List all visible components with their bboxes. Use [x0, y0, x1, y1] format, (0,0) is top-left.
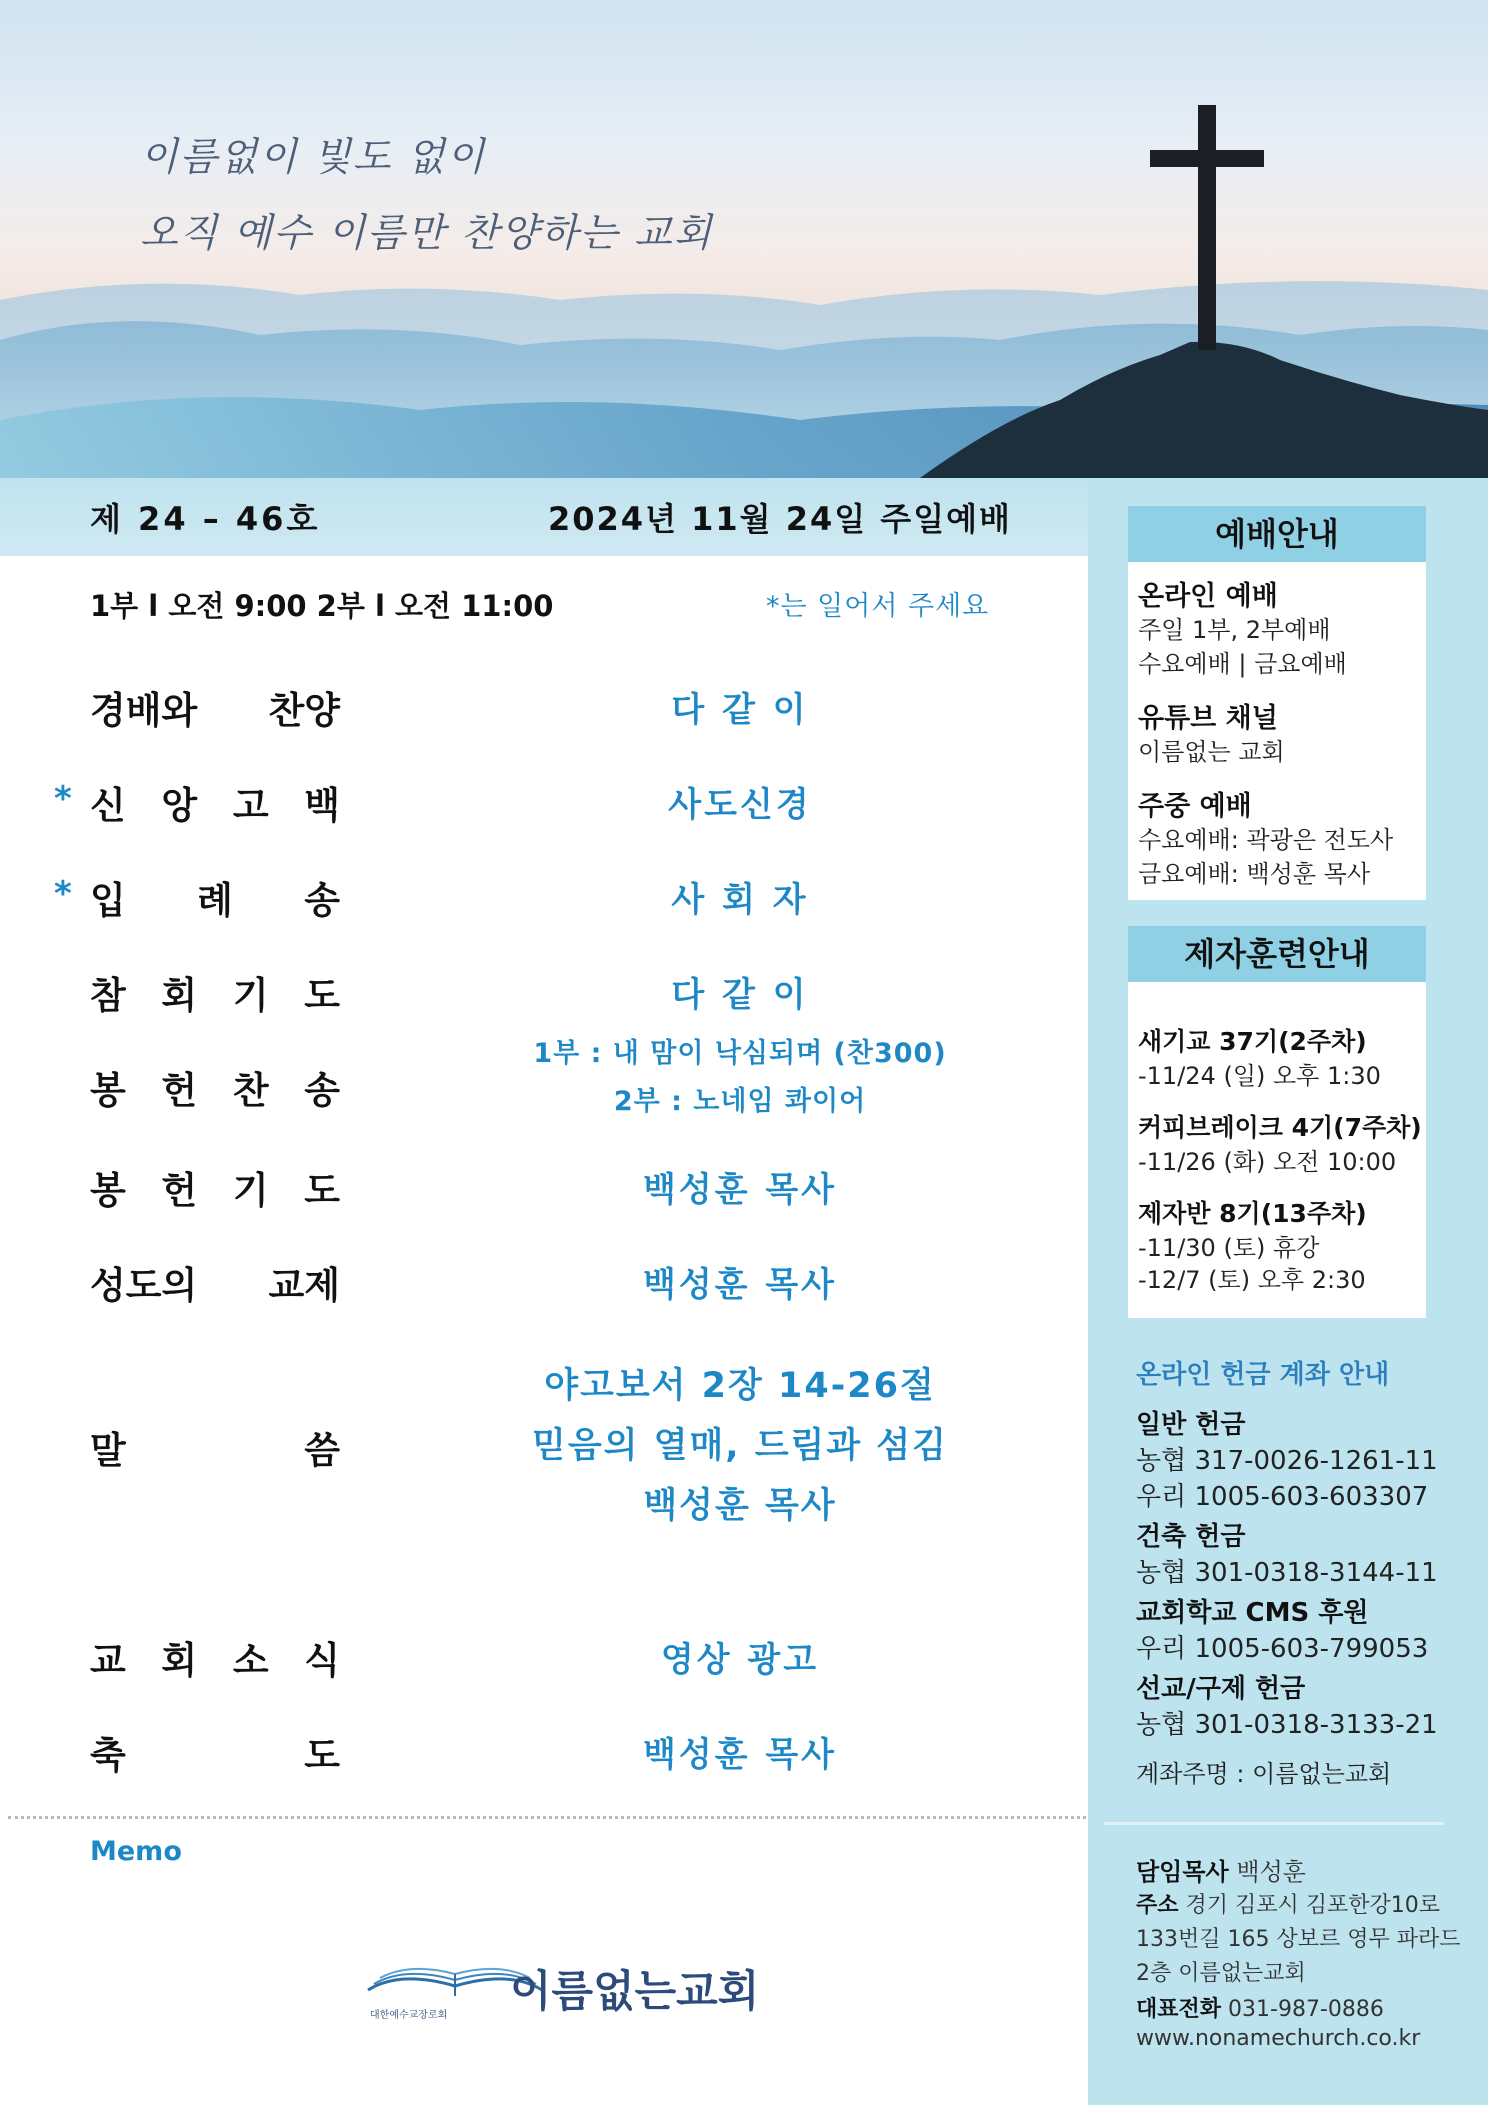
- order-item-label: [90, 1725, 340, 1779]
- worship-guide-line: 이름없는 교회: [1138, 738, 1285, 766]
- offering-title: 온라인 헌금 계좌 안내: [1136, 1360, 1390, 1390]
- offering-account: 농협 301-0318-3144-11: [1136, 1558, 1438, 1588]
- worship-guide-line: 수요예배: 곽광은 전도사: [1138, 826, 1394, 854]
- discipleship-heading: 새기교 37기(2주차): [1138, 1027, 1367, 1056]
- order-item-value: 사도신경: [668, 785, 812, 825]
- order-item-label: [90, 1630, 340, 1684]
- order-item-label: [90, 680, 340, 734]
- offering-heading: 교회학교 CMS 후원: [1136, 1598, 1369, 1628]
- order-item-label-part: 기: [232, 974, 269, 1017]
- discipleship-line: -11/30 (토) 휴강: [1138, 1234, 1320, 1262]
- order-item-label-part: 식: [304, 1639, 340, 1682]
- order-item-label-part: 앙: [161, 784, 198, 827]
- order-item-label-part: 찬양: [268, 689, 340, 732]
- phone-number: 031-987-0886: [1228, 1997, 1384, 2022]
- offering-account: 농협 317-0026-1261-11: [1136, 1446, 1438, 1476]
- phone-info: [1136, 1992, 1384, 2023]
- order-item-value-line: 백성훈 목사: [643, 1486, 837, 1526]
- worship-guide-box: [1128, 506, 1426, 900]
- discipleship-title: 제자훈련안내: [1128, 926, 1426, 982]
- hero-slogan: [140, 120, 713, 272]
- order-item-value: 백성훈 목사: [642, 1735, 838, 1775]
- order-item-label: [90, 1420, 340, 1474]
- worship-guide-heading: 유튜브 채널: [1138, 703, 1278, 734]
- order-item-label: [90, 870, 340, 924]
- order-item-label: [90, 1255, 340, 1309]
- order-item-label-part: 말: [90, 1429, 126, 1472]
- account-holder: 계좌주명 : 이름없는교회: [1136, 1760, 1392, 1788]
- order-item-value: 백성훈 목사: [642, 1170, 838, 1210]
- address-line-2: 133번길 165 상보르 영무 파라드: [1136, 1927, 1461, 1952]
- hero-slogan-line-1: 이름없이 빛도 없이: [140, 135, 487, 180]
- pastor-label: 담임목사: [1136, 1858, 1229, 1886]
- offering-heading: 선교/구제 헌금: [1136, 1674, 1306, 1704]
- order-item-value-line: 야고보서 2장 14-26절: [544, 1366, 936, 1406]
- church-logo-name: 이름없는교회: [510, 1967, 760, 2017]
- order-item-label-part: 소: [232, 1639, 269, 1682]
- address-label: 주소: [1136, 1893, 1179, 1918]
- order-item-label: [90, 1160, 340, 1214]
- discipleship-line: -12/7 (토) 오후 2:30: [1138, 1266, 1366, 1294]
- worship-guide-line: 주일 1부, 2부예배: [1138, 616, 1331, 644]
- pastor-info: [1136, 1852, 1306, 1887]
- order-item-label-part: 회: [161, 974, 198, 1017]
- order-item-value: 다 같 이: [671, 975, 809, 1015]
- order-item-label-part: 도: [304, 974, 340, 1017]
- order-item-label-part: 교: [90, 1639, 126, 1682]
- address-line-3: 2층 이름없는교회: [1136, 1961, 1306, 1986]
- church-logo-sub: 대한예수교장로회: [370, 2010, 448, 2021]
- order-item-value: 다 같 이: [671, 690, 809, 730]
- order-item-value-line: 1부 : 내 맘이 낙심되며 (찬300): [533, 1038, 947, 1069]
- order-item-label-part: 봉: [90, 1069, 126, 1112]
- worship-guide-heading: 온라인 예배: [1138, 581, 1278, 612]
- offering-heading: 건축 헌금: [1136, 1522, 1246, 1552]
- service-times: 1부 l 오전 9:00 2부 l 오전 11:00: [90, 589, 554, 623]
- offering-account: 우리 1005-603-603307: [1136, 1482, 1429, 1512]
- order-item-value: 사 회 자: [671, 880, 809, 920]
- discipleship-line: -11/26 (화) 오전 10:00: [1138, 1148, 1397, 1176]
- order-item-value: [440, 1030, 1040, 1126]
- stand-note: *는 일어서 주세요: [766, 591, 990, 622]
- divider: [8, 1816, 1086, 1819]
- standing-star: *: [54, 874, 72, 914]
- pastor-name: 백성훈: [1236, 1858, 1306, 1886]
- order-item-value: [440, 1356, 1040, 1536]
- order-item-value: 백성훈 목사: [642, 1265, 838, 1305]
- order-item-label-part: 참: [90, 974, 126, 1017]
- order-item-label-part: 기: [232, 1169, 269, 1212]
- order-item-label: [90, 965, 340, 1019]
- order-item-label-part: 헌: [161, 1069, 198, 1112]
- order-item-label-part: 송: [304, 879, 340, 922]
- discipleship-heading: 커피브레이크 4기(7주차): [1138, 1113, 1422, 1142]
- order-item-label-part: 례: [197, 879, 233, 922]
- order-item-label-part: 교제: [268, 1264, 340, 1307]
- worship-guide-line: 금요예배: 백성훈 목사: [1138, 860, 1370, 888]
- order-item-label: [90, 775, 340, 829]
- offering-heading: 일반 헌금: [1136, 1410, 1246, 1440]
- order-item-label-part: 신: [90, 784, 126, 827]
- sidebar-divider: [1104, 1822, 1444, 1825]
- discipleship-line: -11/24 (일) 오후 1:30: [1138, 1062, 1381, 1090]
- order-item-label-part: 고: [232, 784, 269, 827]
- worship-guide-title: 예배안내: [1128, 506, 1426, 562]
- order-item-label-part: 봉: [90, 1169, 126, 1212]
- order-item-value: 영상 광고: [660, 1640, 820, 1680]
- discipleship-heading: 제자반 8기(13주차): [1138, 1199, 1367, 1228]
- order-item-value-line: 2부 : 노네임 콰이어: [613, 1086, 867, 1117]
- issue-number: 제 24 – 46호: [90, 500, 321, 538]
- phone-label: 대표전화: [1136, 1997, 1222, 2022]
- order-item-label-part: 성도의: [90, 1264, 198, 1307]
- service-date: 2024년 11월 24일 주일예배: [548, 500, 1012, 538]
- order-item-label-part: 씀: [304, 1429, 340, 1472]
- order-item-label-part: 회: [161, 1639, 198, 1682]
- worship-guide-line: 수요예배 | 금요예배: [1138, 650, 1347, 678]
- order-item-label-part: 헌: [161, 1169, 198, 1212]
- order-item-label-part: 경배와: [90, 689, 198, 732]
- memo-label: Memo: [90, 1836, 182, 1867]
- address-line-1: 경기 김포시 김포한강10로: [1185, 1893, 1441, 1918]
- hero-banner: [0, 0, 1488, 478]
- order-item-label-part: 도: [304, 1169, 340, 1212]
- order-item-label: [90, 1060, 340, 1114]
- offering-account: 우리 1005-603-799053: [1136, 1634, 1429, 1664]
- order-item-label-part: 축: [90, 1734, 126, 1777]
- order-item-label-part: 백: [304, 784, 340, 827]
- worship-guide-heading: 주중 예배: [1138, 791, 1252, 822]
- order-item-value-line: 믿음의 열매, 드림과 섬김: [532, 1426, 948, 1466]
- website: www.nonamechurch.co.kr: [1136, 2026, 1421, 2051]
- order-item-label-part: 찬: [232, 1069, 269, 1112]
- order-item-label-part: 도: [304, 1734, 340, 1777]
- address-info: [1136, 1888, 1440, 1919]
- discipleship-box: [1128, 926, 1426, 1318]
- hero-slogan-line-2: 오직 예수 이름만 찬양하는 교회: [140, 211, 714, 256]
- standing-star: *: [54, 779, 72, 819]
- offering-account: 농협 301-0318-3133-21: [1136, 1710, 1438, 1740]
- order-item-label-part: 송: [304, 1069, 340, 1112]
- order-item-label-part: 입: [90, 879, 126, 922]
